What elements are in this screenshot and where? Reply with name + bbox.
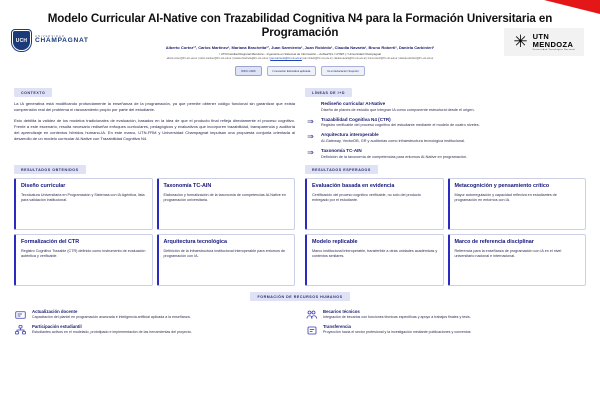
shield-label: UCH [15,37,28,44]
card-text: Elaboración y formalización de la taxonomía de competencias AI-Native en programación universitaria. [163,192,286,203]
resultados-obtenidos-section [14,165,295,286]
board-icon [14,309,27,321]
emails-line-1: alberto.cortez@frm.utn.edu.ar | carlos.martinez@frm.utn.edu.ar | mariana.brachetta@frm.utn.edu.ar | [166,58,270,61]
result-card [305,234,444,286]
resultados-esperados-section [305,165,586,286]
section-pill-formacion: FORMACIÓN DE RECURSOS HUMANOS [250,292,349,301]
logo-left-line1: UNIVERSIDAD [35,34,65,38]
header-badges [8,66,592,76]
result-card [448,234,587,286]
list-item [305,101,586,113]
shield-icon [12,30,31,51]
contexto-paragraph-2: Esto debilita la validez de los modelos tradicionales de evaluación, basados en la idea de que el producto final refleja directamente el proceso cognitivo. Frente a este escenario, resulta necesario rediseñar enfoques curriculares, pedagógicos y evaluativos que incorporen trazabilidad, transparencia y auditoría del aprendizaje en contextos híbridos humano-IA. En este marco, UTN-FRM y Universidad Champagnat impulsan una propuesta conjunta orientada al desarrollo de un modelo curricular AI-Native con Trazabilidad Cognitiva N4. [14,118,295,142]
contexto-paragraph-1: La IA generativa está modificando profundamente la enseñanza de la programación, ya que permite obtener código funcional sin garantizar que exista comprensión real del problema ni razonamiento propio por parte del estudiante. [14,101,295,113]
card-title: Formalización del CTR [21,239,80,246]
section-pill-contexto: CONTEXTO [14,88,52,97]
lineas-list [305,101,586,160]
arrow-icon: ⇒ [307,132,314,142]
formacion-desc: Integración de becarios con funciones técnicas específicas y apoyo a trabajos finales y tesis. [323,315,471,320]
linea-title: Rediseño curricular AI-Native [321,101,386,106]
result-card [14,234,153,286]
logo-right-line2: MENDOZA [532,39,574,49]
formacion-desc: Estudiantes activos en el modelado, prototipado e implementación de las herramientas del proyecto. [32,330,192,335]
card-text: Marco institucional interoperable, transferible a otras unidades académicas y contextos similares. [312,248,438,259]
list-item [14,324,295,336]
emails-line-2: juan.robledo@frm.utn.edu.ar | claudia.navarta@frm.utn.edu.ar | bruno.roberti@frm.utn.edu.ar | daniela.carbinieri@frm.utn.edu.ar [302,58,434,61]
card-title: Arquitectura tecnológica [163,239,228,246]
formacion-items-grid [14,309,586,336]
result-card [305,178,444,230]
logo-universidad-champagnat [12,30,89,51]
list-item [305,309,586,321]
list-item [305,324,586,336]
list-item [305,117,586,129]
poster-header [0,0,600,88]
arrow-icon: ⇒ [307,116,314,126]
card-text: Definición de la infraestructura institucional interoperable para entornos de programación con IA. [163,248,286,259]
left-column [14,88,295,160]
logo-right-line1: UTN [532,32,550,41]
formacion-title: Becarios técnicos [323,309,360,315]
card-text: Mayor autorregulación y capacidad reflexiva en estudiantes de programación en entornos con IA. [454,192,557,203]
logo-right-line3: Universidad Tecnológica Nacional [532,49,575,51]
formacion-desc: Proyección hacia el sector profesional y la investigación mediante publicaciones y convenios. [323,330,472,335]
asterisk-icon: ✳ [513,31,528,52]
linea-title: Taxonomía TC-AIN [321,148,362,154]
email-link[interactable]: juan.sarmiento@frm.utn.edu.ar [270,58,302,61]
section-pill-lineas: LÍNEAS DE I+D [305,88,352,97]
logo-utn-mendoza [504,28,584,56]
affiliation-line: ¹ UTN Facultad Regional Mendoza – Ingeniería en Sistemas de Información – AuNeaTics / LITAPI | ² Universidad Champagnat [218,51,382,56]
author-list: Alberto Cortez¹², Carlos Martínez¹, Mariana Brachetta¹², Juan Sarmiento¹, Juan Robledo¹, Claudia Navarta¹, Bruno Roberti¹, Daniela Carbinieri¹ [165,44,435,50]
contact-emails [8,58,592,61]
page-title: Modelo Curricular AI-Native con Trazabilidad Cognitiva N4 para la Formación Universitaria en Programación [47,12,553,40]
card-text: Registro Cognitivo Trazable (CTR) definido como instrumento de evaluación auténtica y verificable. [21,248,146,259]
formacion-section [0,286,600,336]
linea-desc: Registro verificable del proceso cognitivo del estudiante mediante el modelo de cuatro niveles. [321,123,480,128]
card-text: Certificación del proceso cognitivo verificable, no solo del producto entregado por el estudiante. [312,192,421,203]
formacion-title: Participación estudiantil [32,324,82,330]
section-pill-resultados-obtenidos: RESULTADOS OBTENIDOS [14,165,86,174]
linea-desc: Diseño de planes de estudio que integran IA como componente estructural desde el origen. [321,107,475,112]
main-content-grid [0,88,600,160]
formacion-title: Actualización docente [32,309,78,315]
card-title: Marco de referencia disciplinar [454,239,534,246]
resultados-esperados-cards [305,178,586,286]
users-network-icon [305,309,318,321]
card-text: Referencia para la enseñanza de programación con IA en el nivel universitario nacional e internacional. [454,248,562,259]
document-icon [305,324,318,336]
resultados-obtenidos-cards [14,178,295,286]
linea-desc: AI-Gateway, VectorDB, GR y auditorías como infraestructura tecnológica institucional. [321,138,466,143]
right-column [305,88,586,160]
result-card [157,178,296,230]
linea-title: Arquitectura interoperable [321,132,379,138]
badge-wicc[interactable]: WICC 2026 [235,66,261,76]
formacion-desc: Capacitación del plantel en programación avanzada e inteligencia artificial aplicada a la enseñanza. [32,315,191,320]
formacion-title: Transferencia [323,324,351,330]
card-title: Taxonomía TC-AIN [163,183,212,190]
result-card [157,234,296,286]
badge-innovacion[interactable]: Innovación Educativa aplicada [267,66,317,76]
logo-left-line2: CHAMPAGNAT [35,37,89,45]
list-item [305,132,586,144]
list-item [305,148,586,160]
network-icon [14,324,27,336]
section-pill-resultados-esperados: RESULTADOS ESPERADOS [305,165,378,174]
badge-ia-educacion[interactable]: IA en Educación Superior [321,66,365,76]
result-card [448,178,587,230]
card-text: Tecnicatura Universitaria en Programación y Sistemas con IA Agéntica, lista para validación institucional. [21,192,145,203]
linea-desc: Definición de la taxonomía de competencias para entornos AI-Native en programación. [321,154,468,159]
arrow-icon: ⇒ [307,148,314,158]
result-card [14,178,153,230]
card-title: Modelo replicable [312,239,358,246]
results-grid [0,165,600,286]
card-title: Evaluación basada en evidencia [312,183,395,190]
list-item [14,309,295,321]
card-title: Diseño curricular [21,183,66,190]
card-title: Metacognición y pensamiento crítico [454,183,550,190]
linea-title: Trazabilidad Cognitiva N4 (CTR) [321,116,391,122]
